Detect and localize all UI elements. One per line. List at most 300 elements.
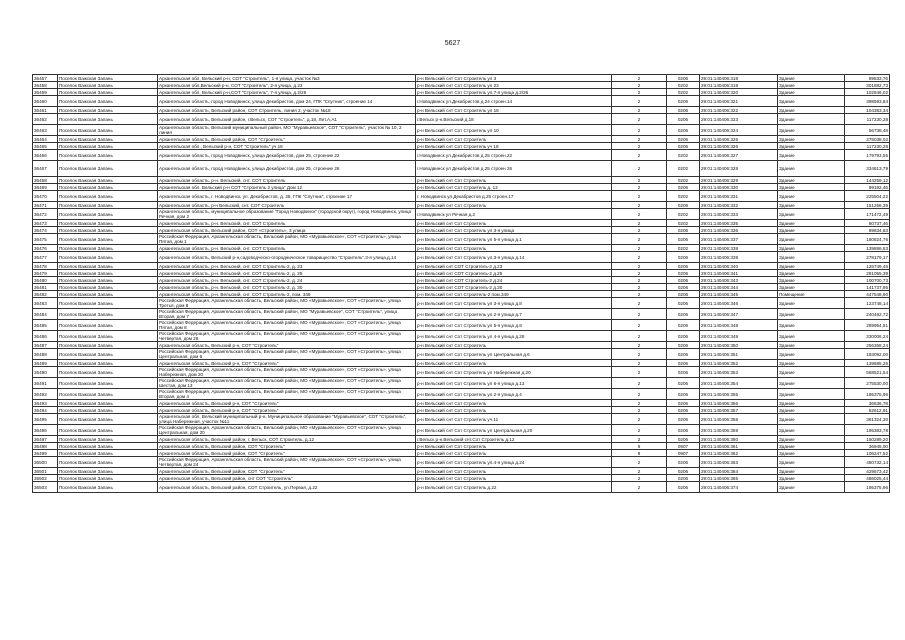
owner-cell: Поселок Важская Запань	[58, 360, 158, 367]
object-type-cell: Здание	[778, 184, 845, 191]
cadastral-value-cell: 240482,72	[845, 309, 890, 320]
object-type-cell: Здание	[778, 125, 845, 136]
code-cell: 0206	[667, 184, 700, 191]
location-cell: р-н Вельский снт СОТ Строитель-2 д.25	[416, 270, 612, 277]
category-cell: 2	[612, 75, 667, 82]
table-row	[33, 191, 890, 202]
cadastral-value-cell: 275038,02	[845, 136, 890, 143]
object-type-cell: Здание	[778, 220, 845, 227]
address-cell: Архангельская область, Вельский р-н, СОТ "Строитель"	[158, 360, 416, 367]
cadastral-number-cell: 29:01:140406:356	[700, 400, 778, 407]
address-cell: Архангельская обл. Вельский р-н СОТ "Строитель 2 улица" Дом 12	[158, 184, 416, 191]
cadastral-value-cell: 139886,53	[845, 245, 890, 252]
code-cell: 0206	[667, 75, 700, 82]
location-cell: р-н Вельский снт Сот Строитель	[416, 220, 612, 227]
code-cell: 0206	[667, 291, 700, 298]
cadastral-number-cell: 29:01:140406:320	[700, 89, 778, 96]
row-number-cell: 36481	[33, 284, 58, 291]
owner-cell: Поселок Важская Запань	[58, 191, 158, 202]
object-type-cell: Здание	[778, 457, 845, 468]
table-row	[33, 331, 890, 342]
table-row	[33, 252, 890, 263]
cadastral-number-cell: 29:01:140406:333	[700, 209, 778, 220]
cadastral-number-cell: 29:01:140406:321	[700, 96, 778, 107]
address-cell: Архангельская область, Вельский район, г.Вельск, СОТ "Строитель", д.18, Лит.А,А1	[158, 114, 416, 125]
code-cell: 0907	[667, 450, 700, 457]
location-cell: р-н Вельский снт Сот Строитель ул.2-я улица д.4	[416, 389, 612, 400]
row-number-cell: 36480	[33, 277, 58, 284]
owner-cell: Поселок Важская Запань	[58, 82, 158, 89]
row-number-cell: 36482	[33, 291, 58, 298]
table-row	[33, 443, 890, 450]
row-number-cell: 36494	[33, 407, 58, 414]
owner-cell: Поселок Важская Запань	[58, 450, 158, 457]
object-type-cell: Здание	[778, 107, 845, 114]
cadastral-number-cell: 29:01:140406:331	[700, 191, 778, 202]
location-cell: р-н Вельский снт Сот Строитель	[416, 475, 612, 482]
location-cell: г.Новодвинск ул Речная д.2	[416, 209, 612, 220]
code-cell: 0206	[667, 425, 700, 436]
category-cell: 2	[612, 125, 667, 136]
table-row	[33, 161, 890, 177]
location-cell: р-н Вельский снт Сот Строитель	[416, 177, 612, 184]
table-row	[33, 378, 890, 389]
table-row	[33, 220, 890, 227]
address-cell: Архангельская область, р-н. Вельский, снт. СОТ Строитель-2, д. 25	[158, 270, 416, 277]
address-cell: Архангельская область, Вельский р-н,садоводческо-огородническое товарищество "Строитель",3-я улица,д.14	[158, 252, 416, 263]
owner-cell: Поселок Важская Запань	[58, 349, 158, 360]
row-number-cell: 36468	[33, 177, 58, 184]
code-cell: 0206	[667, 414, 700, 425]
table-row	[33, 245, 890, 252]
category-cell: 2	[612, 82, 667, 89]
location-cell: р-н Вельский снт Сот Строитель ул 5-я улица д.8	[416, 320, 612, 331]
row-number-cell: 36490	[33, 367, 58, 378]
row-number-cell: 36461	[33, 107, 58, 114]
object-type-cell: Здание	[778, 331, 845, 342]
location-cell: р-н Вельский снт Сот Строитель ул 3-я улица	[416, 227, 612, 234]
address-cell: Архангельская область, Вельский район, СОТ Строитель, линия 2, участок №18	[158, 107, 416, 114]
code-cell: 0206	[667, 309, 700, 320]
cadastral-number-cell: 29:01:140406:365	[700, 475, 778, 482]
table-row	[33, 367, 890, 378]
address-cell: Архангельская область, р-н. Вельский, снт. СОТ Строитель-2, д. 30	[158, 284, 416, 291]
object-type-cell: Здание	[778, 367, 845, 378]
row-number-cell: 36502	[33, 475, 58, 482]
category-cell: 2	[612, 378, 667, 389]
owner-cell: Поселок Важская Запань	[58, 234, 158, 245]
owner-cell: Поселок Важская Запань	[58, 291, 158, 298]
object-type-cell: Здание	[778, 263, 845, 270]
cadastral-value-cell: 151268,39	[845, 202, 890, 209]
object-type-cell: Здание	[778, 96, 845, 107]
cadastral-value-cell: 429573,42	[845, 468, 890, 475]
code-cell: 0206	[667, 227, 700, 234]
category-cell: 2	[612, 191, 667, 202]
location-cell: г.Вельск р-н.Вельский д.18	[416, 114, 612, 125]
owner-cell: Поселок Важская Запань	[58, 309, 158, 320]
address-cell: Российская Федерация, Архангельская область, Вельский район, МО «Муравьевское», СОТ «Строитель», улица Пятая, дом 1	[158, 234, 416, 245]
owner-cell: Поселок Важская Запань	[58, 284, 158, 291]
cadastral-number-cell: 29:01:140406:332	[700, 202, 778, 209]
address-cell: Архангельская обл, Вельский р-н, СОТ "Строитель", 1-я улица, участок №3	[158, 75, 416, 82]
row-number-cell: 36459	[33, 89, 58, 96]
row-number-cell: 36463	[33, 125, 58, 136]
category-cell: 2	[612, 177, 667, 184]
row-number-cell: 36491	[33, 378, 58, 389]
category-cell: 2	[612, 96, 667, 107]
code-cell: 0206	[667, 342, 700, 349]
owner-cell: Поселок Важская Запань	[58, 367, 158, 378]
category-cell: 2	[612, 107, 667, 114]
location-cell: р-н Вельский снт СОТ Строитель-2 д.23	[416, 263, 612, 270]
row-number-cell: 36471	[33, 202, 58, 209]
location-cell: р-н Вельский снт Сот Строитель ул 6-я улица д.13	[416, 378, 612, 389]
table-row	[33, 450, 890, 457]
cadastral-number-cell: 29:01:140406:318	[700, 75, 778, 82]
cadastral-value-cell: 180824,76	[845, 234, 890, 245]
location-cell: р-н Вельский снт СОТ Строитель-2 д.24	[416, 277, 612, 284]
cadastral-number-cell: 29:01:140406:339	[700, 252, 778, 263]
cadastral-value-cell: 117230,28	[845, 114, 890, 125]
category-cell: 2	[612, 291, 667, 298]
cadastral-number-cell: 29:01:140406:351	[700, 349, 778, 360]
location-cell: г.Новодвинск ул Декабристов д.25 строен 26	[416, 161, 612, 177]
category-cell: 2	[612, 245, 667, 252]
owner-cell: Поселок Важская Запань	[58, 389, 158, 400]
address-cell: Архангельская обл, Вельский муниципальный р-н, Муниципальное образование "Муравьевское", СОТ "Строитель", улица Набережная, участок №11	[158, 414, 416, 425]
location-cell: р-н Вельский снт Сот Строитель	[416, 400, 612, 407]
cadastral-number-cell: 29:01:140406:343	[700, 277, 778, 284]
owner-cell: Поселок Важская Запань	[58, 270, 158, 277]
cadastral-value-cell: 568521,54	[845, 367, 890, 378]
owner-cell: Поселок Важская Запань	[58, 320, 158, 331]
row-number-cell: 36477	[33, 252, 58, 263]
cadastral-number-cell: 29:01:140406:341	[700, 270, 778, 277]
row-number-cell: 36458	[33, 82, 58, 89]
object-type-cell: Здание	[778, 75, 845, 82]
object-type-cell: Здание	[778, 209, 845, 220]
code-cell: 0206	[667, 114, 700, 125]
address-cell: Российская Федерация, Архангельская область, Вельский район, МО «Муравьевское», СОТ «Строитель», улица Третья, дом 8	[158, 298, 416, 309]
address-cell: Архангельская область, р-н. Вельский, снт. СОТ Строитель	[158, 220, 416, 227]
code-cell: 0202	[667, 89, 700, 96]
code-cell: 0202	[667, 82, 700, 89]
address-cell: Архангельская область, р-н. Вельский, снт. СОТ Строитель-2, д. 23	[158, 263, 416, 270]
object-type-cell: Здание	[778, 468, 845, 475]
row-number-cell: 36472	[33, 209, 58, 220]
category-cell: 2	[612, 89, 667, 96]
cadastral-value-cell: 334613,79	[845, 161, 890, 177]
address-cell: Архангельская область, р-н. Вельский, снт. СОТ Строитель	[158, 177, 416, 184]
owner-cell: Поселок Важская Запань	[58, 407, 158, 414]
cadastral-number-cell: 29:01:140406:326	[700, 143, 778, 150]
cadastral-number-cell: 29:01:140406:322	[700, 107, 778, 114]
row-number-cell: 36488	[33, 349, 58, 360]
category-cell: 2	[612, 389, 667, 400]
location-cell: р-н Вельский снт Сот Строитель д. 12	[416, 184, 612, 191]
category-cell: 2	[612, 150, 667, 161]
table-row	[33, 75, 890, 82]
cadastral-number-cell: 29:01:140406:358	[700, 414, 778, 425]
row-number-cell: 36464	[33, 136, 58, 143]
object-type-cell: Здание	[778, 277, 845, 284]
table-row	[33, 309, 890, 320]
row-number-cell: 36495	[33, 414, 58, 425]
object-type-cell: Здание	[778, 360, 845, 367]
address-cell: Российская Федерация, Архангельская область, Вельский район, МО "Муравьевское", СОТ "Строитель", улица Вторая, дом 7	[158, 309, 416, 320]
owner-cell: Поселок Важская Запань	[58, 252, 158, 263]
cadastral-value-cell: 171472,49	[845, 209, 890, 220]
row-number-cell: 36460	[33, 96, 58, 107]
cadastral-number-cell: 29:01:140406:330	[700, 184, 778, 191]
cadastral-value-cell: 56738,48	[845, 125, 890, 136]
cadastral-number-cell: 29:01:140406:325	[700, 136, 778, 143]
cadastral-number-cell: 29:01:140406:335	[700, 220, 778, 227]
table-row	[33, 277, 890, 284]
location-cell: р-н Вельский снт Сот Строитель ул 23	[416, 82, 612, 89]
category-cell: 2	[612, 184, 667, 191]
table-row	[33, 298, 890, 309]
address-cell: Российская Федерация, Архангельская область, Вельский район, МО «Муравьевское», СОТ «Строитель», улица Четвертая, дом 28	[158, 331, 416, 342]
owner-cell: Поселок Важская Запань	[58, 202, 158, 209]
cadastral-value-cell: 225504,22	[845, 191, 890, 202]
location-cell: р-н Вельский снт Сот Строитель ул.3-я улица д.14	[416, 252, 612, 263]
address-cell: Архангельская область, Вельский район, СОТ "Строитель"	[158, 136, 416, 143]
owner-cell: Поселок Важская Запань	[58, 400, 158, 407]
row-number-cell: 36469	[33, 184, 58, 191]
cadastral-number-cell: 29:01:140406:337	[700, 234, 778, 245]
row-number-cell: 36486	[33, 331, 58, 342]
owner-cell: Поселок Важская Запань	[58, 227, 158, 234]
table-row	[33, 320, 890, 331]
owner-cell: Поселок Важская Запань	[58, 136, 158, 143]
object-type-cell: Здание	[778, 425, 845, 436]
cadastral-number-cell: 29:01:140406:350	[700, 342, 778, 349]
object-type-cell: Здание	[778, 114, 845, 125]
row-number-cell: 36457	[33, 75, 58, 82]
object-type-cell: Здание	[778, 320, 845, 331]
cadastral-value-cell: 301882,73	[845, 82, 890, 89]
location-cell: р-н Вельский снт Сот Строитель	[416, 450, 612, 457]
category-cell: 2	[612, 227, 667, 234]
address-cell: Архангельская область, Вельский район, снт СОТ "Строитель"	[158, 475, 416, 482]
address-cell: Архангельская область, Вельский район, СОТ Строитель, ул.Первая, д.22	[158, 482, 416, 493]
owner-cell: Поселок Важская Запань	[58, 209, 158, 220]
code-cell: 0206	[667, 96, 700, 107]
object-type-cell: Помещение	[778, 291, 845, 298]
owner-cell: Поселок Важская Запань	[58, 114, 158, 125]
code-cell: 0206	[667, 263, 700, 270]
location-cell: р-н Вельский снт Сот Строитель уч 18	[416, 143, 612, 150]
owner-cell: Поселок Важская Запань	[58, 468, 158, 475]
row-number-cell: 36475	[33, 234, 58, 245]
cadastral-number-cell: 29:01:140406:355	[700, 389, 778, 400]
page-number: 5627	[444, 40, 461, 47]
owner-cell: Поселок Важская Запань	[58, 143, 158, 150]
address-cell: Архангельская область, Вельский район, СОТ "Строитель"	[158, 468, 416, 475]
code-cell: 0206	[667, 400, 700, 407]
table-row	[33, 89, 890, 96]
table-row	[33, 291, 890, 298]
object-type-cell: Здание	[778, 400, 845, 407]
table-row	[33, 107, 890, 114]
category-cell: 2	[612, 298, 667, 309]
cadastral-value-cell: 106247,52	[845, 450, 890, 457]
address-cell: Российская Федерация, Архангельская область, Вельский район, МО «Муравьевское», СОТ «Строитель», улица Пятая, дом 8	[158, 320, 416, 331]
address-cell: Архангельская область, Вельский район, СОТ "Строитель"	[158, 450, 416, 457]
location-cell: р-н Вельский снт Сот Строитель ул 3	[416, 75, 612, 82]
cadastral-value-cell: 480732,14	[845, 457, 890, 468]
object-type-cell: Здание	[778, 407, 845, 414]
location-cell: р-н Вельский снт Сот Строитель ул.4-я улица д.24	[416, 457, 612, 468]
table-row	[33, 342, 890, 349]
table-row	[33, 136, 890, 143]
cadastral-number-cell: 29:01:140406:346	[700, 298, 778, 309]
category-cell: 2	[612, 277, 667, 284]
code-cell: 0206	[667, 482, 700, 493]
cadastral-number-cell: 29:01:140406:353	[700, 367, 778, 378]
owner-cell: Поселок Важская Запань	[58, 245, 158, 252]
cadastral-value-cell: 179793,55	[845, 150, 890, 161]
code-cell: 0907	[667, 443, 700, 450]
location-cell: р-н Вельский снт Сот Строитель ул 18	[416, 107, 612, 114]
row-number-cell: 36466	[33, 150, 58, 161]
owner-cell: Поселок Важская Запань	[58, 425, 158, 436]
category-cell: 2	[612, 400, 667, 407]
code-cell: 0206	[667, 252, 700, 263]
address-cell: Архангельская область, муниципальное образование "Город Новодвинск" (городской округ), город Новодвинск, улица Речная, дом 2	[158, 209, 416, 220]
object-type-cell: Здание	[778, 309, 845, 320]
row-number-cell: 36487	[33, 342, 58, 349]
category-cell: 2	[612, 360, 667, 367]
code-cell: 0206	[667, 378, 700, 389]
location-cell: р-н Вельский снт Сот Строитель ул Набережная д.20	[416, 367, 612, 378]
object-type-cell: Здание	[778, 252, 845, 263]
cadastral-value-cell: 330006,24	[845, 331, 890, 342]
owner-cell: Поселок Важская Запань	[58, 220, 158, 227]
address-cell: Архангельская область, город Новодвинск, улица Декабристов, дом 25, строение 26	[158, 161, 416, 177]
cadastral-number-cell: 29:01:140406:362	[700, 450, 778, 457]
object-type-cell: Здание	[778, 89, 845, 96]
category-cell: 2	[612, 468, 667, 475]
code-cell: 0202	[667, 177, 700, 184]
cadastral-value-cell: 275530,00	[845, 378, 890, 389]
row-number-cell: 36476	[33, 245, 58, 252]
cadastral-value-cell: 195383,78	[845, 425, 890, 436]
cadastral-value-cell: 123748,14	[845, 298, 890, 309]
cadastral-value-cell: 193092,00	[845, 349, 890, 360]
category-cell: 2	[612, 263, 667, 270]
cadastral-number-cell: 29:01:140406:347	[700, 309, 778, 320]
cadastral-value-cell: 195375,96	[845, 389, 890, 400]
code-cell: 0206	[667, 436, 700, 443]
object-type-cell: Здание	[778, 227, 845, 234]
category-cell: 2	[612, 342, 667, 349]
table-row	[33, 96, 890, 107]
cadastral-value-cell: 99192,46	[845, 184, 890, 191]
cadastral-value-cell: 102846,02	[845, 89, 890, 96]
object-type-cell: Здание	[778, 482, 845, 493]
address-cell: Российская Федерация, Архангельская область, Вельский район, МО «Муравьевское», СОТ «Строитель», улица Шестая, дом 13	[158, 378, 416, 389]
owner-cell: Поселок Важская Запань	[58, 277, 158, 284]
code-cell: 0206	[667, 143, 700, 150]
code-cell: 0202	[667, 245, 700, 252]
table-row	[33, 475, 890, 482]
cadastral-number-cell: 29:01:140406:348	[700, 320, 778, 331]
code-cell: 0206	[667, 389, 700, 400]
cadastral-value-cell: 278179,17	[845, 252, 890, 263]
table-row	[33, 414, 890, 425]
cadastral-value-cell: 100700,73	[845, 277, 890, 284]
location-cell: р-н Вельский снт Сот Строитель ул 10	[416, 125, 612, 136]
owner-cell: Поселок Важская Запань	[58, 89, 158, 96]
table-row	[33, 82, 890, 89]
cadastral-number-cell: 29:01:140406:336	[700, 227, 778, 234]
code-cell: 0206	[667, 107, 700, 114]
location-cell: р-н Вельский снт Сот Строитель ул 4-я улица д.28	[416, 331, 612, 342]
table-row	[33, 349, 890, 360]
location-cell: р-н Вельский снт Сот Строитель ул 3-я улица д.8	[416, 298, 612, 309]
category-cell: 2	[612, 475, 667, 482]
cadastral-value-cell: 361324,30	[845, 414, 890, 425]
location-cell: р-н Вельский снт Сот Строитель уч.11	[416, 414, 612, 425]
cadastral-number-cell: 29:01:140406:340	[700, 263, 778, 270]
address-cell: Архангельская область, р-н. Вельский, снт. СОТ Строитель-2, пом. 349	[158, 291, 416, 298]
cadastral-value-cell: 89834,83	[845, 227, 890, 234]
object-type-cell: Здание	[778, 270, 845, 277]
property-register-table	[32, 74, 890, 493]
table-row	[33, 125, 890, 136]
category-cell: 2	[612, 309, 667, 320]
code-cell: 0206	[667, 475, 700, 482]
row-number-cell: 36501	[33, 468, 58, 475]
code-cell: 0202	[667, 220, 700, 227]
cadastral-number-cell: 29:01:140406:363	[700, 457, 778, 468]
object-type-cell: Здание	[778, 342, 845, 349]
cadastral-value-cell: 150289,20	[845, 436, 890, 443]
code-cell: 0206	[667, 360, 700, 367]
object-type-cell: Здание	[778, 161, 845, 177]
cadastral-value-cell: 117230,28	[845, 143, 890, 150]
location-cell: р-н Вельский снт Сот Строитель ул.2-я улица д.7	[416, 309, 612, 320]
category-cell: 2	[612, 436, 667, 443]
address-cell: Архангельская область, р-н Вельский, снт. СОТ Строитель	[158, 202, 416, 209]
object-type-cell: Здание	[778, 284, 845, 291]
cadastral-value-cell: 52612,91	[845, 407, 890, 414]
category-cell: 2	[612, 202, 667, 209]
location-cell: р-н Вельский снт Сот Строитель	[416, 202, 612, 209]
location-cell: р-н Вельский снт Сот Строитель	[416, 360, 612, 367]
location-cell: р-н Вельский снт Сот Строитель ул Центральная д.20	[416, 425, 612, 436]
row-number-cell: 36503	[33, 482, 58, 493]
object-type-cell: Здание	[778, 82, 845, 89]
row-number-cell: 36478	[33, 263, 58, 270]
cadastral-value-cell: 139685,25	[845, 360, 890, 367]
code-cell: 0206	[667, 298, 700, 309]
row-number-cell: 36497	[33, 436, 58, 443]
row-number-cell: 36499	[33, 450, 58, 457]
row-number-cell: 36474	[33, 227, 58, 234]
table-row	[33, 407, 890, 414]
address-cell: Архангельская область, г. Новодвинск, ул. Декабристов, д. 28, ГПК "Спутник", строение 17	[158, 191, 416, 202]
owner-cell: Поселок Важская Запань	[58, 125, 158, 136]
owner-cell: Поселок Важская Запань	[58, 443, 158, 450]
row-number-cell: 36498	[33, 443, 58, 450]
owner-cell: Поселок Важская Запань	[58, 331, 158, 342]
code-cell: 0202	[667, 209, 700, 220]
cadastral-value-cell: 256368,24	[845, 342, 890, 349]
